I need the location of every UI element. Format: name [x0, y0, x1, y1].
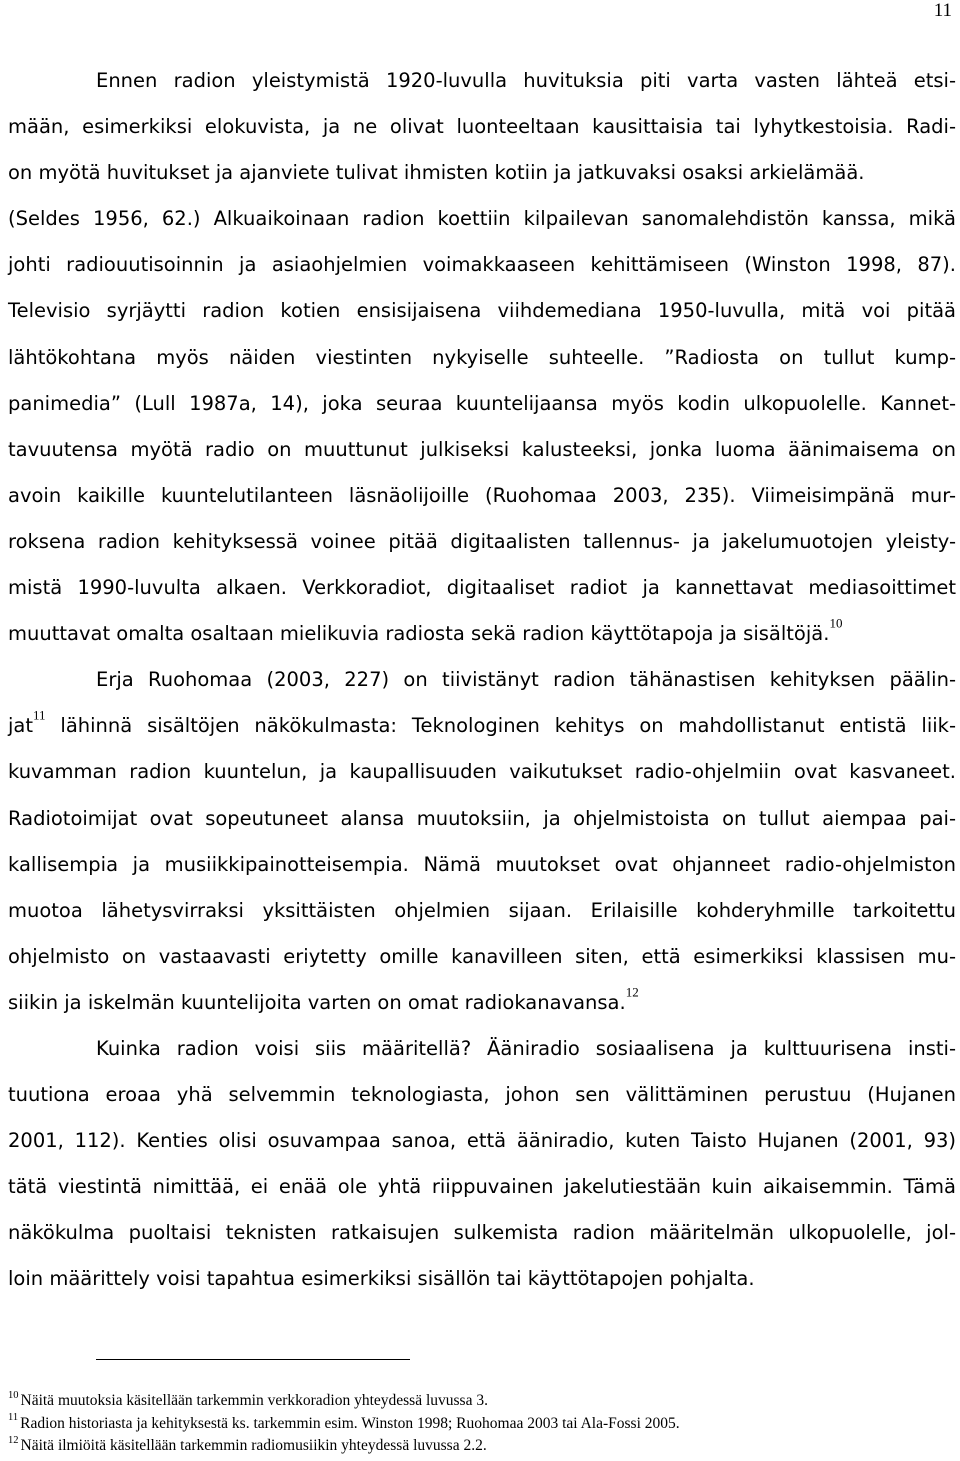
text-line: (Seldes 1956, 62.) Alkuaikoinaan radion koettiin kilpailevan sanomalehdistön kanssa, mikä [8, 207, 956, 231]
text-line [8, 615, 956, 668]
text-line: roksena radion kehityksessä voinee pitää digitaalisten tallennus- ja jakelumuotojen yleisty- [8, 529, 956, 553]
text-line: 2001, 112). Kenties olisi osuvampaa sanoa, että ääniradio, kuten Taisto Hujanen (2001, 93) [8, 1129, 956, 1153]
text-line [8, 707, 956, 760]
page-number: 11 [933, 0, 952, 21]
footnote-number: 10 [8, 1389, 19, 1401]
footnote-text: Radion historiasta ja kehityksestä ks. tarkemmin esim. Winston 1998; Ruohomaa 2003 tai Ala-Fossi 2005. [20, 1414, 680, 1432]
footnote-text: Näitä ilmiöitä käsitellään tarkemmin radiomusiikin yhteydessä luvussa 2.2. [20, 1437, 487, 1454]
footnote-number: 12 [8, 1434, 19, 1446]
text-line: Radiotoimijat ovat sopeutuneet alansa muutoksiin, ja ohjelmistoista on tullut aiempaa pai- [8, 806, 956, 830]
text-line: lähtökohtana myös näiden viestinten nykyiselle suhteelle. ”Radiosta on tullut kump- [8, 345, 956, 369]
footnote-item [8, 1389, 956, 1415]
footnotes [8, 1389, 956, 1460]
text-line: mistä 1990-luvulta alkaen. Verkkoradiot, digitaaliset radiot ja kannettavat mediasoittimet [8, 576, 956, 600]
footnote-ref-12[interactable]: 12 [625, 984, 639, 1000]
footnote-number: 11 [8, 1412, 19, 1424]
text-line: ohjelmisto on vastaavasti eriytetty omille kanavilleen siten, että esimerkiksi klassisen mu- [8, 944, 956, 968]
text-line: avoin kaikille kuuntelutilanteen läsnäolijoille (Ruohomaa 2003, 235). Viimeisimpänä mur- [8, 483, 956, 507]
text-line: mään, esimerkiksi elokuvista, ja ne olivat luonteeltaan kausittaisia tai lyhytkestoisia. Radi- [8, 115, 956, 139]
footnote-text: Näitä muutoksia käsitellään tarkemmin verkkoradion yhteydessä luvussa 3. [20, 1392, 488, 1409]
text-line-content: muuttavat omalta osaltaan mielikuvia radiosta sekä radion käyttötapoja ja sisältöjä. [8, 622, 830, 646]
text-line: Ennen radion yleistymistä 1920-luvulla huvituksia piti varta vasten lähteä etsi- [96, 69, 956, 92]
footnote-item [8, 1434, 956, 1460]
text-line: Erja Ruohomaa (2003, 227) on tiivistänyt radion tähänastisen kehityksen päälin- [96, 668, 956, 692]
text-line: johti radiouutisoinnin ja asiaohjelmien voimakkaaseen kehittämiseen (Winston 1998, 87). [8, 253, 956, 277]
paragraph-2 [8, 668, 956, 1037]
text-line: tavuutensa myötä radio on muuttunut julkiseksi kalusteeksi, jonka luoma äänimaisema on [8, 437, 956, 461]
footnote-separator [96, 1359, 410, 1360]
text-line: loin määrittely voisi tapahtua esimerkiksi sisällön tai käyttötapojen pohjalta. [8, 1267, 755, 1291]
text-line: kallisempia ja musiikkipainotteisempia. Nämä muutokset ovat ohjanneet radio-ohjelmiston [8, 852, 956, 876]
paragraph-1 [8, 69, 956, 668]
footnote-ref-10[interactable]: 10 [829, 615, 843, 631]
text-line: Kuinka radion voisi siis määritellä? Ääniradio sosiaalisena ja kulttuurisena insti- [96, 1036, 956, 1060]
text-line-content: jat [8, 714, 34, 738]
footnote-ref-11[interactable]: 11 [33, 707, 46, 723]
text-line: muotoa lähetysvirraksi yksittäisten ohjelmien sijaan. Erilaisille kohderyhmille tarkoitettu [8, 898, 956, 922]
body-text [8, 69, 956, 1314]
text-line: tätä viestintä nimittää, ei enää ole yhtä riippuvainen jakelutiestään kuin aikaisemmin. Tämä [8, 1175, 956, 1199]
text-line-content: lähinnä sisältöjen näkökulmasta: Teknologinen kehitys on mahdollistanut entistä liik- [45, 714, 956, 738]
text-line: kuvamman radion kuuntelun, ja kaupallisuuden vaikutukset radio-ohjelmiin ovat kasvaneet. [8, 760, 956, 784]
text-line-content: siikin ja iskelmän kuuntelijoita varten on omat radiokanavansa. [8, 990, 626, 1014]
paragraph-3 [8, 1037, 956, 1314]
text-line: panimedia” (Lull 1987a, 14), joka seuraa kuuntelijaansa myös kodin ulkopuolelle. Kannet- [8, 391, 956, 415]
text-line [8, 984, 956, 1037]
text-line: tuutiona eroaa yhä selvemmin teknologiasta, johon sen välittäminen perustuu (Hujanen [8, 1083, 956, 1107]
footnote-item [8, 1412, 956, 1438]
text-line: on myötä huvitukset ja ajanviete tulivat ihmisten kotiin ja jatkuvaksi osaksi arkielämää. [8, 161, 865, 185]
text-line: näkökulma puoltaisi teknisten ratkaisujen sulkemista radion määritelmän ulkopuolelle, jol- [8, 1221, 956, 1245]
text-line: Televisio syrjäytti radion kotien ensisijaisena viihdemediana 1950-luvulla, mitä voi pitää [8, 299, 956, 323]
